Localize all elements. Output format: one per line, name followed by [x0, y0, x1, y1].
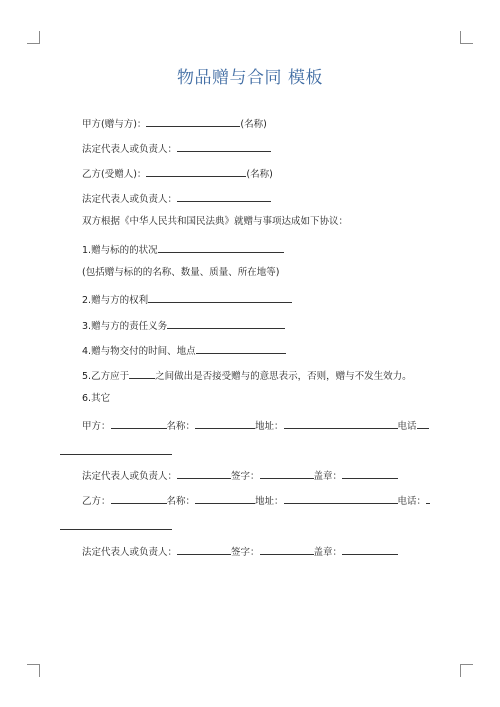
sig-a-seal-blank[interactable]: [342, 467, 398, 479]
party-b-label: 乙方(受赠人)：: [82, 169, 147, 180]
item3-label: 3.赠与方的责任义务: [82, 321, 168, 332]
sig-b-phone-label: 电话：: [397, 496, 427, 507]
item1-label: 1.赠与标的的状况: [82, 245, 158, 256]
corner-mark-bottom-right: [460, 664, 473, 677]
sig-b-address-blank[interactable]: [284, 492, 398, 504]
item1-line: [82, 241, 284, 258]
sig-a-phone-label: 电话: [397, 421, 417, 432]
sig-b-sign-label: 签字：: [231, 547, 260, 558]
party-b-blank[interactable]: [146, 165, 246, 177]
sig-a-sign-blank[interactable]: [260, 467, 314, 479]
item4-label: 4.赠与物交付的时间、地点: [82, 346, 196, 357]
sig-a-sign-label: 签字：: [231, 471, 260, 482]
sig-b-party-label: 乙方：: [82, 496, 111, 507]
item6-line: 6.其它: [82, 393, 111, 404]
sig-b-sign-blank[interactable]: [260, 543, 314, 555]
rep-a-line: [82, 140, 271, 157]
sig-a-rep-label: 法定代表人或负责人：: [82, 471, 178, 482]
item5-blank[interactable]: [129, 367, 155, 379]
party-a-label: 甲方(赠与方)：: [82, 119, 147, 130]
sig-b-phone-blank[interactable]: [426, 492, 430, 504]
item2-label: 2.赠与方的权利: [82, 295, 149, 306]
item3-line: [82, 317, 285, 334]
item4-line: [82, 342, 286, 359]
item4-blank[interactable]: [196, 342, 286, 354]
sig-a-party-label: 甲方：: [82, 421, 111, 432]
sig-b-seal-blank[interactable]: [342, 543, 398, 555]
party-a-blank[interactable]: [146, 115, 240, 127]
corner-mark-bottom-left: [27, 664, 40, 677]
sig-a-name-label: 名称：: [166, 421, 196, 432]
rep-b-label: 法定代表人或负责人：: [82, 194, 178, 205]
signature-a-line: [82, 417, 429, 434]
sig-a-continuation-rule[interactable]: [60, 454, 172, 455]
sig-b-address-label: 地址：: [255, 496, 284, 507]
item2-line: [82, 291, 292, 308]
rep-b-line: [82, 190, 271, 207]
sig-a-name-blank[interactable]: [195, 417, 255, 429]
item1-blank[interactable]: [158, 241, 284, 253]
signature-b-line: [82, 492, 430, 509]
sig-a-rep-blank[interactable]: [177, 467, 231, 479]
sig-a-seal-label: 盖章：: [313, 471, 343, 482]
sig-b-name-blank[interactable]: [195, 492, 255, 504]
rep-a-blank[interactable]: [177, 140, 271, 152]
party-a-suffix: (名称): [240, 119, 267, 130]
sig-b-rep-line: [82, 543, 398, 560]
party-a-line: [82, 115, 267, 132]
sig-a-phone-blank[interactable]: [417, 417, 429, 429]
item5-line: [82, 367, 412, 384]
item3-blank[interactable]: [167, 317, 285, 329]
sig-b-rep-blank[interactable]: [177, 543, 231, 555]
sig-a-address-blank[interactable]: [284, 417, 398, 429]
sig-b-name-label: 名称：: [166, 496, 196, 507]
sig-b-party-blank[interactable]: [111, 492, 167, 504]
rep-b-blank[interactable]: [177, 190, 271, 202]
item2-blank[interactable]: [148, 291, 292, 303]
item5-post: 之间做出是否接受赠与的意思表示，否则，赠与不发生效力。: [155, 371, 412, 382]
rep-a-label: 法定代表人或负责人：: [82, 144, 178, 155]
agreement-line: 双方根据《中华人民共和国民法典》就赠与事项达成如下协议：: [82, 216, 349, 227]
corner-mark-top-right: [460, 31, 473, 44]
sig-b-seal-label: 盖章：: [313, 547, 343, 558]
party-b-line: [82, 165, 273, 182]
item5-pre: 5.乙方应于: [82, 371, 130, 382]
sig-b-continuation-rule[interactable]: [60, 529, 172, 530]
document-title: 物品赠与合同 模板: [177, 68, 323, 88]
sig-a-rep-line: [82, 467, 398, 484]
sig-a-address-label: 地址：: [255, 421, 284, 432]
item1-note: (包括赠与标的的名称、数量、质量、所在地等): [82, 267, 280, 278]
corner-mark-top-left: [27, 31, 40, 44]
sig-a-party-blank[interactable]: [111, 417, 167, 429]
sig-b-rep-label: 法定代表人或负责人：: [82, 547, 178, 558]
party-b-suffix: (名称): [246, 169, 273, 180]
